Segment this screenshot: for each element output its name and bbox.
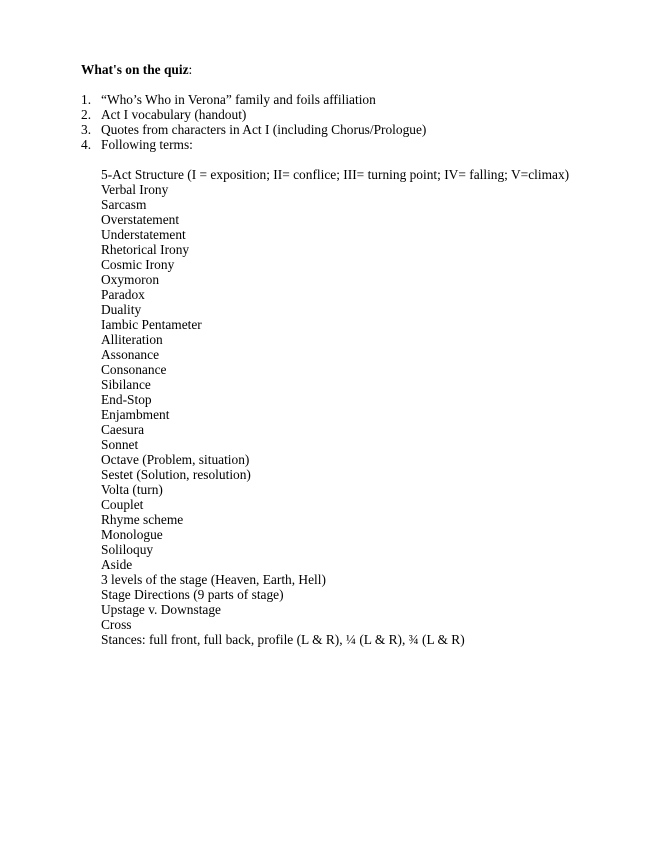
term-item: Stage Directions (9 parts of stage) <box>101 587 284 602</box>
term-item: Stances: full front, full back, profile (L & R), ¼ (L & R), ¾ (L & R) <box>101 632 465 647</box>
term-item: Aside <box>101 557 133 572</box>
term-item: End-Stop <box>101 392 152 407</box>
term-item: 3 levels of the stage (Heaven, Earth, Hell) <box>101 572 326 587</box>
item-text: Quotes from characters in Act I (including Chorus/Prologue) <box>101 122 427 137</box>
term-item: Sarcasm <box>101 197 147 212</box>
quiz-topic-item <box>81 107 426 122</box>
term-item: Upstage v. Downstage <box>101 602 221 617</box>
term-item: Sestet (Solution, resolution) <box>101 467 251 482</box>
term-item: Cross <box>101 617 132 632</box>
item-text: Following terms: <box>101 137 193 152</box>
quiz-topics-list <box>81 92 426 152</box>
heading-title: What's on the quiz <box>81 62 189 77</box>
item-number: 4. <box>81 137 92 152</box>
term-item: Sibilance <box>101 377 151 392</box>
term-item: Alliteration <box>101 332 163 347</box>
term-item: Assonance <box>101 347 160 362</box>
quiz-topic-item <box>81 92 426 107</box>
terms-list <box>101 167 569 647</box>
term-item: 5-Act Structure (I = exposition; II= conflice; III= turning point; IV= falling; V=climax) <box>101 167 570 182</box>
term-item: Rhetorical Irony <box>101 242 190 257</box>
term-item: Rhyme scheme <box>101 512 184 527</box>
term-item: Sonnet <box>101 437 139 452</box>
term-item: Oxymoron <box>101 272 160 287</box>
quiz-topic-item <box>81 137 426 152</box>
term-item: Understatement <box>101 227 186 242</box>
term-item: Volta (turn) <box>101 482 163 497</box>
item-text: “Who’s Who in Verona” family and foils affiliation <box>101 92 376 107</box>
item-number: 2. <box>81 107 92 122</box>
quiz-topic-item <box>81 122 426 137</box>
term-item: Octave (Problem, situation) <box>101 452 250 467</box>
term-item: Couplet <box>101 497 144 512</box>
term-item: Paradox <box>101 287 145 302</box>
term-item: Caesura <box>101 422 145 437</box>
term-item: Monologue <box>101 527 163 542</box>
term-item: Cosmic Irony <box>101 257 175 272</box>
term-item: Iambic Pentameter <box>101 317 202 332</box>
term-item: Verbal Irony <box>101 182 169 197</box>
term-item: Soliloquy <box>101 542 154 557</box>
heading-colon: : <box>188 62 193 77</box>
page-heading <box>81 62 192 77</box>
term-item: Consonance <box>101 362 167 377</box>
item-number: 3. <box>81 122 92 137</box>
term-item: Overstatement <box>101 212 180 227</box>
term-item: Duality <box>101 302 142 317</box>
term-item: Enjambment <box>101 407 170 422</box>
item-number: 1. <box>81 92 92 107</box>
item-text: Act I vocabulary (handout) <box>101 107 247 122</box>
